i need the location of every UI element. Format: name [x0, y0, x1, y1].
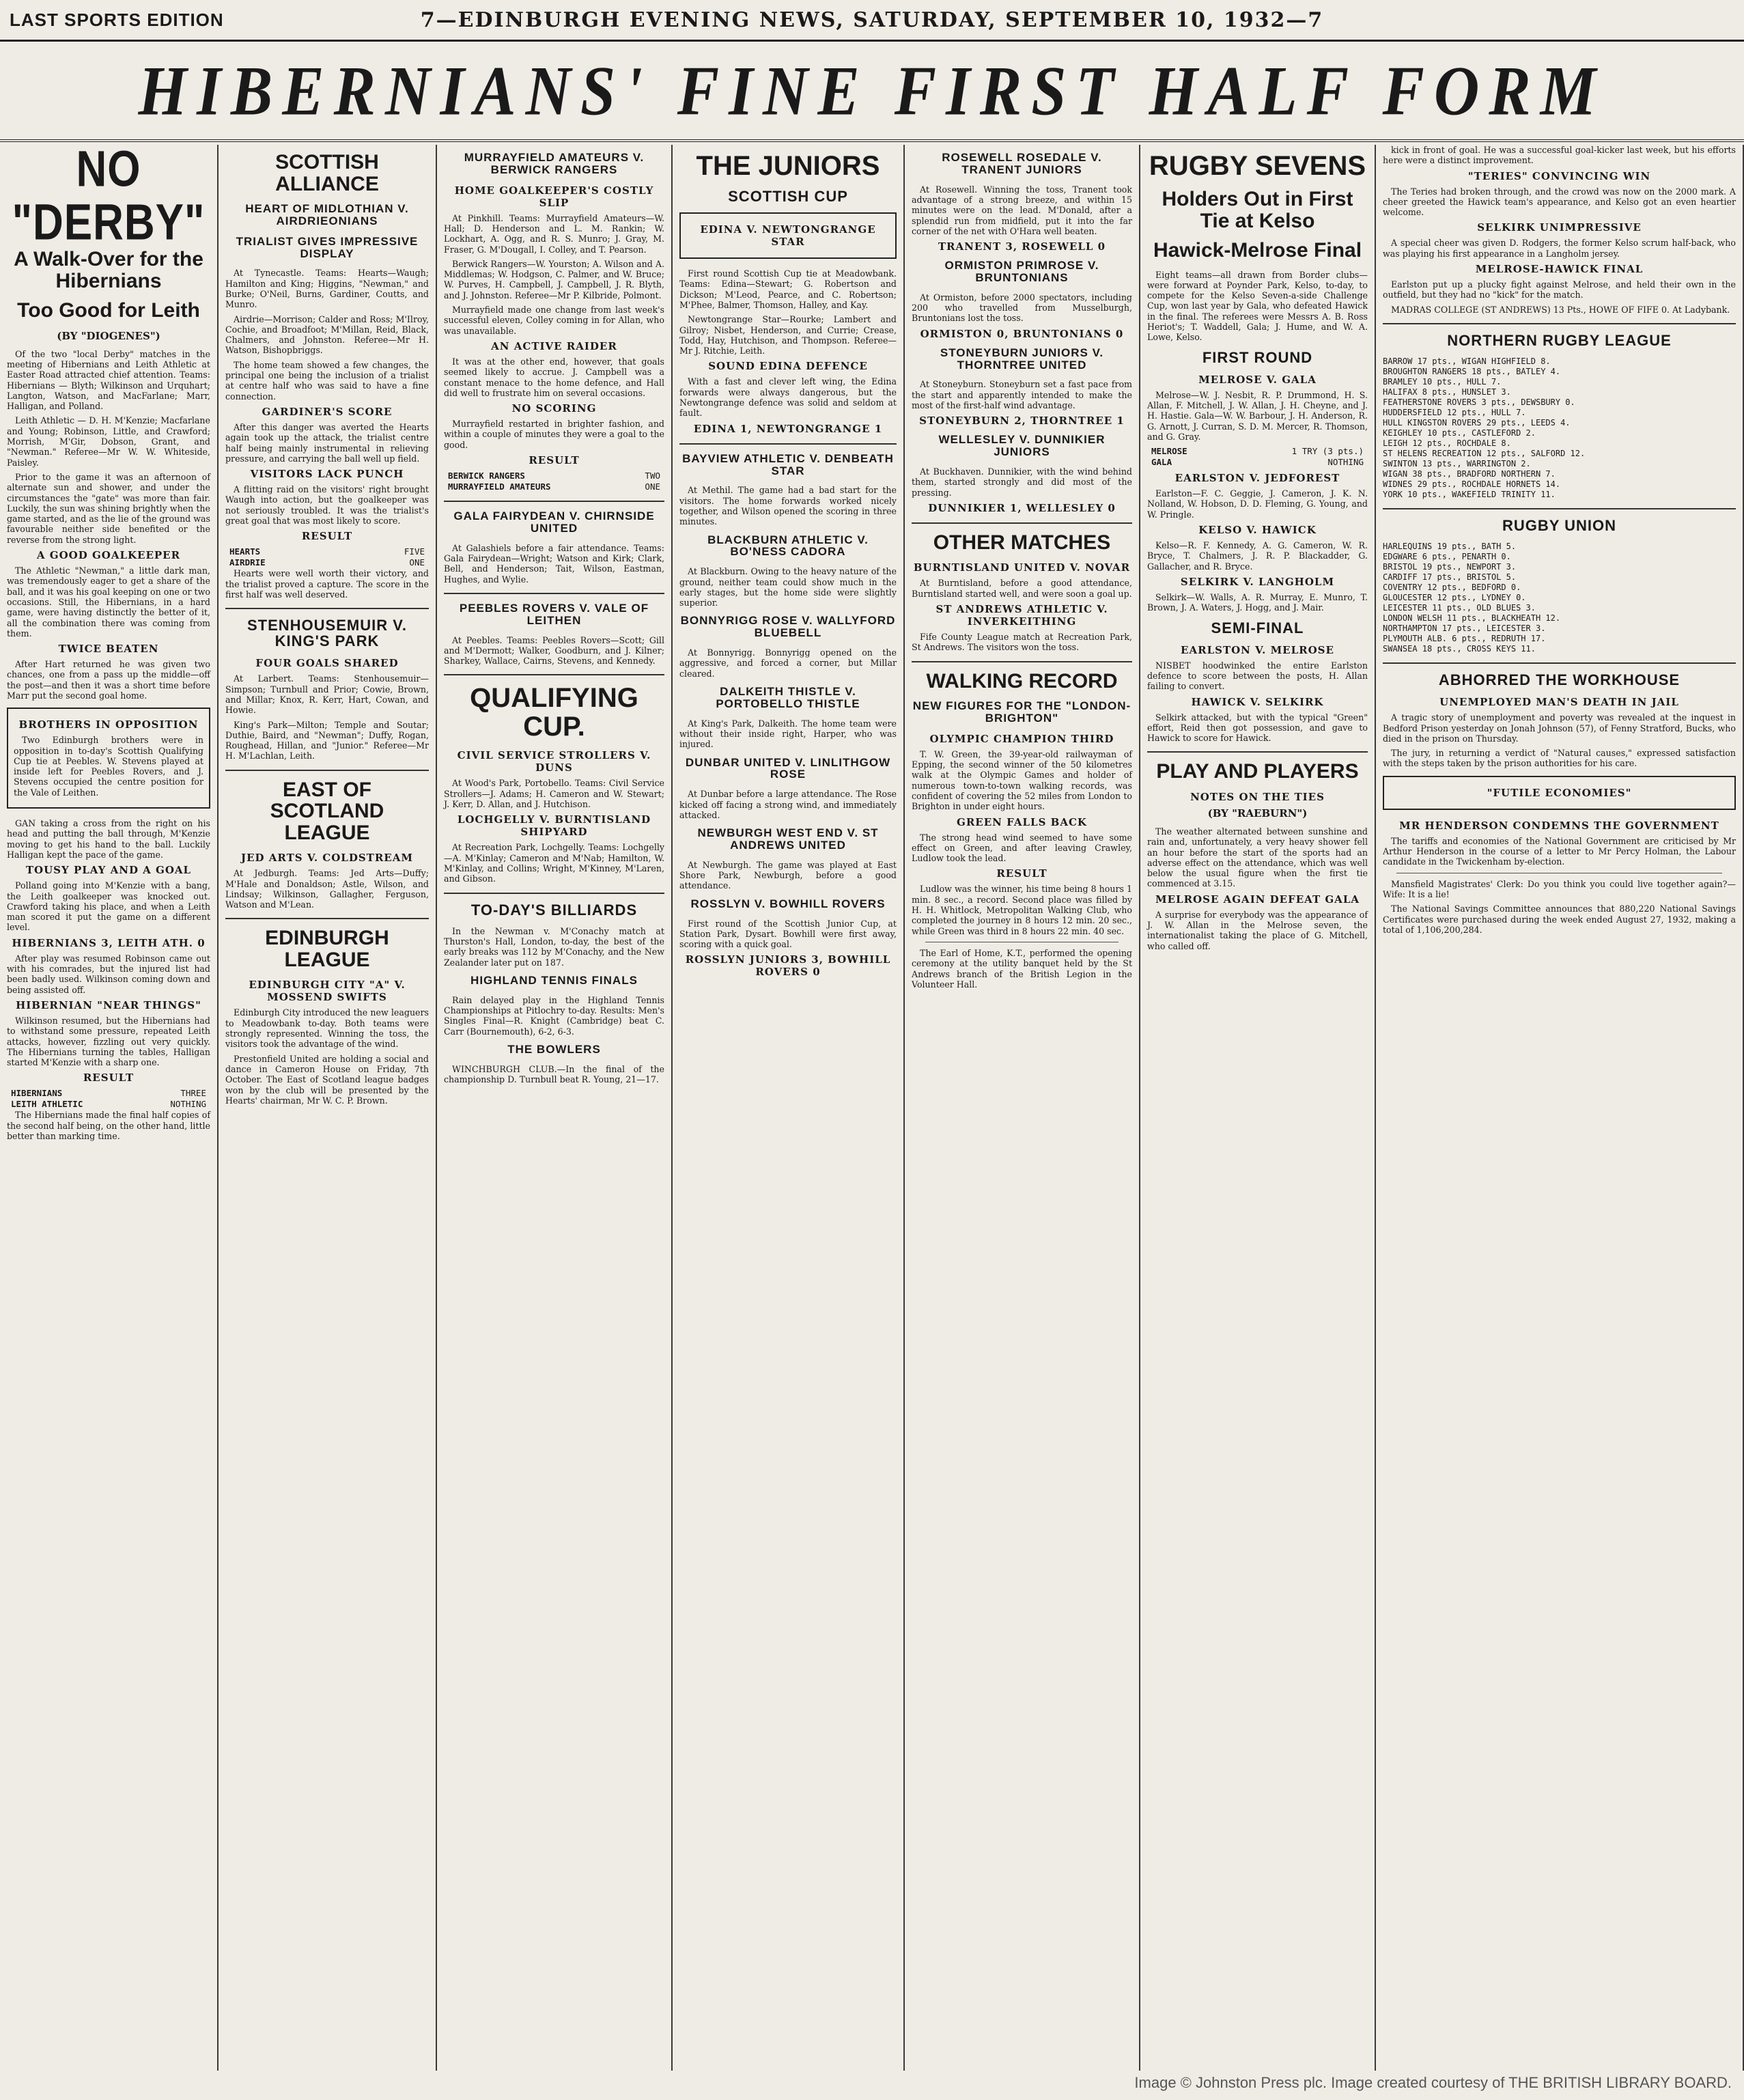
paragraph: First round Scottish Cup tie at Meadowbank. Teams: Edina—Stewart; G. Robertson and Dickson; M'Leod, Pearce, and C. Robertson; M'Phee, Balmer, Thomson, Halley, and Kay.: [679, 268, 897, 310]
divider: [225, 918, 429, 919]
subhead: NEW FIGURES FOR THE "LONDON-BRIGHTON": [912, 699, 1131, 725]
headline-walking-record: WALKING RECORD: [926, 669, 1118, 692]
box-title: "FUTILE ECONOMIES": [1487, 786, 1632, 799]
brothers-box: [7, 708, 210, 809]
paragraph: NISBET hoodwinked the entire Earlston defence to score between the posts, H. Allan failing to convert.: [1147, 660, 1368, 692]
subhead-final: Hawick-Melrose Final: [1153, 239, 1362, 262]
subhead: MR HENDERSON CONDEMNS THE GOVERNMENT: [1399, 819, 1719, 832]
result-team: AIRDRIE: [229, 557, 266, 568]
result-score: ONE: [409, 557, 425, 568]
subhead: HAWICK V. SELKIRK: [1191, 695, 1324, 708]
result-row: [229, 557, 425, 568]
score-list: BARROW 17 pts., WIGAN HIGHFIELD 8. BROUGHTON RANGERS 18 pts., BATLEY 4. BRAMLEY 10 pts., HULL 7. HALIFAX 8 pts., HUNSLET 3. FEATHERSTONE ROVERS 3 pts., DEWSBURY 0. HUDDERSFIELD 12 pts., HULL 7. HULL KINGSTON ROVERS 29 pts., LEEDS 4. KEIGHLEY 10 pts., CASTLEFORD 2. LEIGH 12 pts., ROCHDALE 8. ST HELENS RECREATION 12 pts., SALFORD 12. SWINTON 13 pts., WARRINGTON 2. WIGAN 38 pts., BRADFORD NORTHERN 7. WIDNES 29 pts., ROCHDALE HORNETS 14. YORK 10 pts., WAKEFIELD TRINITY 11.: [1383, 356, 1586, 500]
result-score: THREE: [180, 1088, 206, 1099]
paragraph: Selkirk—W. Walls, A. R. Murray, E. Munro, T. Brown, J. A. Waters, J. Hogg, and J. Mair.: [1147, 591, 1368, 613]
subhead: SELKIRK V. LANGHOLM: [1180, 575, 1335, 588]
paragraph: A special cheer was given D. Rodgers, the former Kelso scrum half-back, who was playing his first appearance in a Langholm jersey.: [1383, 238, 1736, 259]
subhead-scottish-cup: SCOTTISH CUP: [728, 188, 848, 205]
subhead: EARLSTON V. MELROSE: [1181, 643, 1334, 656]
divider: [1383, 323, 1736, 324]
subhead: EDINBURGH CITY "A" V. MOSSEND SWIFTS: [249, 979, 406, 1004]
paragraph: Eight teams—all drawn from Border clubs—were forward at Poynder Park, Kelso, to-day, to compete for the Kelso Seven-a-side Challenge Cup, won last year by Gala, who defeated Hawick in the final. The referees were Messrs A. B. Ross Heriot's; T. Waddell, Gala; J. Hume, and W. A. Lowe, Kelso.: [1147, 269, 1368, 343]
result-team: MELROSE: [1151, 446, 1187, 457]
paragraph: WINCHBURGH CLUB.—In the final of the championship D. Turnbull beat R. Young, 21—17.: [444, 1063, 664, 1085]
divider: [444, 593, 664, 594]
banner-headline: HIBERNIANS' FINE FIRST HALF FORM: [138, 51, 1606, 130]
subhead: NOTES ON THE TIES: [1190, 790, 1325, 803]
headline-bowlers: THE BOWLERS: [507, 1042, 601, 1056]
divider: [444, 501, 664, 502]
result-row: EDINA 1, NEWTONGRANGE 1: [693, 422, 883, 435]
paragraph: Edinburgh City introduced the new leaguers to Meadowbank to-day. Both teams were strongly represented. Winning the toss, the visitors took the advantage of the wind.: [225, 1007, 429, 1050]
result-row: DUNNIKIER 1, WELLESLEY 0: [928, 501, 1116, 514]
crosshead: TWICE BEATEN: [58, 643, 159, 656]
result-row: [448, 481, 660, 492]
headline-gala-fairydean: GALA FAIRYDEAN V. CHIRNSIDE UNITED: [453, 509, 655, 535]
paragraph: Leith Athletic — D. H. M'Kenzie; Macfarlane and Young; Robinson, Little, and Crawford; Morrish, M'Gir, Dobson, Grant, and "Newman." Referee—Mr W. W. Whiteside, Paisley.: [7, 415, 210, 468]
paragraph: After play was resumed Robinson came out with his comrades, but the injured list had been badly used. Wilkinson coming down and being assisted off.: [7, 953, 210, 995]
headline-scottish-alliance: SCOTTISH ALLIANCE: [275, 151, 379, 195]
paragraph: Wilkinson resumed, but the Hibernians had to withstand some pressure, repeated Leith attacks, however, fizzling out very quickly. The Hibernians turning the tables, Halligan started M'Kenzie with a sharp one.: [7, 1015, 210, 1068]
paragraph: Murrayfield made one change from last week's successful eleven, Colley coming in for Allan, who was unavailable.: [444, 305, 664, 336]
result-row: ROSSLYN JUNIORS 3, BOWHILL ROVERS 0: [685, 953, 891, 979]
crosshead: HIBERNIANS 3, LEITH ATH. 0: [12, 936, 206, 949]
result-team: HIBERNIANS: [11, 1088, 63, 1099]
crosshead: VISITORS LACK PUNCH: [250, 468, 404, 481]
paragraph: Rain delayed play in the Highland Tennis Championships at Pitlochry to-day. Results: Men's Singles Final—R. Knight (Cambridge) beat C. Carr (Bournemouth), 6-2, 6-3.: [444, 994, 664, 1037]
subhead: KELSO V. HAWICK: [1198, 524, 1317, 537]
result-score: ONE: [645, 481, 660, 492]
crosshead: MELROSE AGAIN DEFEAT GALA: [1155, 893, 1360, 906]
headline-newburgh: NEWBURGH WEST END V. ST ANDREWS UNITED: [697, 826, 879, 852]
paragraph: Ludlow was the winner, his time being 8 hours 1 min. 8 sec., a record. Second place was filled by H. H. Whitlock, Metropolitan Walking Club, who completed the journey in 8 hours 12 min. 20 sec., while Green was third in 8 hours 22 min. 40 sec.: [912, 884, 1132, 936]
paragraph: Prior to the game it was an afternoon of alternate sun and shower, and under the circumstances the "gate" was more than fair. Luckily, the sun was shining brightly when the game started, and as the lie of the ground was favourable neither side benefited or the reverse from the strong light.: [7, 471, 210, 545]
divider: [225, 608, 429, 609]
divider: [912, 661, 1132, 662]
divider: [1383, 508, 1736, 509]
subhead-too-good: Too Good for Leith: [17, 299, 200, 322]
headline-stenhousemuir: STENHOUSEMUIR V. KING'S PARK: [247, 617, 407, 650]
paragraph: MADRAS COLLEGE (ST ANDREWS) 13 Pts., HOWE OF FIFE 0. At Ladybank.: [1391, 304, 1730, 315]
paragraph: Mansfield Magistrates' Clerk: Do you think you could live together again?—Wife: It is a lie!: [1383, 878, 1736, 899]
headline-bonnyrigg: BONNYRIGG ROSE V. WALLYFORD BLUEBELL: [680, 614, 896, 640]
crosshead: "TERIES" CONVINCING WIN: [1467, 169, 1651, 182]
headline-play-and-players: PLAY AND PLAYERS: [1156, 760, 1359, 783]
headline-northern-rugby: NORTHERN RUGBY LEAGUE: [1447, 331, 1672, 349]
paragraph: At Tynecastle. Teams: Hearts—Waugh; Hamilton and King; Higgins, "Newman," and Burke; O'Neil, Burns, Gardiner, Coutts, and Munro.: [225, 268, 429, 310]
result-team: HEARTS: [229, 546, 261, 557]
divider: [444, 674, 664, 675]
crosshead: TOUSY PLAY AND A GOAL: [25, 864, 192, 877]
paragraph: After Hart returned he was given two chances, one from a pass up the middle—off the post—and then it was a short time before Marr put the second goal home.: [7, 659, 210, 701]
result-row: [1151, 446, 1364, 457]
byline: (BY "RAEBURN"): [1207, 807, 1308, 820]
headline-bayview: BAYVIEW ATHLETIC V. DENBEATH STAR: [682, 451, 894, 477]
headline-east-of-scotland: EAST OF SCOTLAND LEAGUE: [270, 778, 384, 844]
paragraph: At Pinkhill. Teams: Murrayfield Amateurs—W. Hall; D. Henderson and L. M. Rankin; W. Lockhart, A. Ogg, and R. S. Munro; J. Gray, M. Fraser, G. M'Dougall, I. Colley, and T. Pearson.: [444, 212, 664, 255]
paragraph: The National Savings Committee announces that 880,220 National Savings Certificates were purchased during the week ended August 27, 1932, making a total of 1,106,200,284.: [1383, 904, 1736, 935]
crosshead: HIBERNIAN "NEAR THINGS": [16, 998, 201, 1011]
paragraph: A flitting raid on the visitors' right brought Waugh into action, but the goalkeeper was not seriously troubled. It was the trialist's great goal that was most likely to score.: [225, 484, 429, 527]
headline-first-round: FIRST ROUND: [1202, 348, 1313, 366]
paragraph: Prestonfield United are holding a social and dance in Cameron House on Friday, 7th October. The East of Scotland league badges won by the club will be presented by the Hearts' chairman, Mr W. C. P. Brown.: [225, 1053, 429, 1106]
headline-murrayfield: MURRAYFIELD AMATEURS V. BERWICK RANGERS: [464, 151, 645, 176]
paragraph: Fife County League match at Recreation Park, St Andrews. The visitors won the toss.: [912, 632, 1132, 653]
headline-no-derby: NO "DERBY": [12, 145, 206, 251]
result-row: [11, 1088, 206, 1099]
result-row: [448, 471, 660, 481]
paragraph: It was at the other end, however, that goals seemed likely to accrue. J. Campbell was a constant menace to the home defence, and Hall did well to frustrate him on several occasions.: [444, 356, 664, 398]
headline-semi-final: SEMI-FINAL: [1211, 619, 1304, 636]
headline-tennis: HIGHLAND TENNIS FINALS: [470, 973, 638, 987]
result-score: 1 TRY (3 pts.): [1291, 446, 1364, 457]
paragraph: Newtongrange Star—Rourke; Lambert and Gilroy; Nisbet, Henderson, and Currie; Crease, Todd, Hay, Hutchison, and Thompson. Referee—Mr J. Ritchie, Leith.: [679, 314, 897, 356]
score-list: HARLEQUINS 19 pts., BATH 5. EDGWARE 6 pts., PENARTH 0. BRISTOL 19 pts., NEWPORT 3. CARDIFF 17 pts., BRISTOL 5. COVENTRY 12 pts., BEDFORD 0. GLOUCESTER 12 pts., LYDNEY 0. LEICESTER 11 pts., OLD BLUES 3. LONDON WELSH 11 pts., BLACKHEATH 12. NORTHAMPTON 17 pts., LEICESTER 3. PLYMOUTH ALB. 6 pts., REDRUTH 17. SWANSEA 18 pts., CROSS KEYS 11.: [1383, 542, 1561, 654]
edition-label: LAST SPORTS EDITION: [10, 10, 224, 30]
headline-workhouse: ABHORRED THE WORKHOUSE: [1438, 671, 1680, 689]
scores-union: [1383, 542, 1736, 654]
headline-rugby-sevens: RUGBY SEVENS: [1149, 151, 1366, 181]
paragraph: kick in front of goal. He was a successful goal-kicker last week, but his efforts here were a distinct improvement.: [1383, 145, 1736, 166]
headline-juniors: THE JUNIORS: [696, 151, 880, 181]
result-row: TRANENT 3, ROSEWELL 0: [938, 240, 1106, 253]
paragraph: Two Edinburgh brothers were in opposition in to-day's Scottish Qualifying Cup tie at Peebles. W. Stevens played at inside left for Peebles Rovers, and J. Stevens occupied the centre position for the Vale of Leithen.: [14, 735, 203, 798]
subhead: BURNTISLAND UNITED V. NOVAR: [913, 561, 1131, 574]
headline-edinburgh-league: EDINBURGH LEAGUE: [265, 927, 389, 971]
subhead: ST ANDREWS ATHLETIC V. INVERKEITHING: [936, 603, 1108, 628]
result-team: LEITH ATHLETIC: [11, 1099, 83, 1110]
subhead: HOME GOALKEEPER'S COSTLY SLIP: [454, 184, 654, 209]
paragraph: A surprise for everybody was the appearance of J. W. Allan in the Melrose seven, the internationalist taking the place of G. Mitchell, who called off.: [1147, 909, 1368, 951]
paragraph: At Burntisland, before a good attendance, Burntisland started well, and were soon a goal up.: [912, 578, 1132, 599]
subhead: CIVIL SERVICE STROLLERS V. DUNS: [457, 749, 651, 774]
paragraph: Hearts were well worth their victory, and the trialist proved a capture. The score in the first half was well deserved.: [225, 568, 429, 600]
box-title: BROTHERS IN OPPOSITION: [18, 718, 199, 731]
headline-rugby-union: RUGBY UNION: [1502, 517, 1617, 535]
byline: (BY "DIOGENES"): [57, 329, 160, 342]
paragraph: The strong head wind seemed to have some effect on Green, and after leaving Crawley, Ludlow took the lead.: [912, 832, 1132, 864]
paragraph: At Galashiels before a fair attendance. Teams: Gala Fairydean—Wright; Watson and Kirk; Clark, Bell, and Henderson; Tait, Wilson, Eastman, Hughes, and Wylie.: [444, 542, 664, 585]
headline-rosewell: ROSEWELL ROSEDALE V. TRANENT JUNIORS: [942, 151, 1102, 176]
paragraph: The Teries had broken through, and the crowd was now on the 2000 mark. A cheer greeted the Hawick team's appearance, and Kelso got an even heartier welcome.: [1383, 186, 1736, 218]
paragraph: Of the two "local Derby" matches in the meeting of Hibernians and Leith Athletic at Easter Road attracted chief attention. Teams: Hibernians — Blyth; Wilkinson and Urquhart; Langton, Watson, and MacFarlane; Marr, Halligan, and Polland.: [7, 348, 210, 412]
subhead: FOUR GOALS SHARED: [255, 657, 399, 670]
paragraph: The Hibernians made the final half copies of the second half being, on the other hand, little better than marking time.: [7, 1110, 210, 1142]
subhead: LOCHGELLY V. BURNTISLAND SHIPYARD: [457, 813, 651, 839]
result-label: RESULT: [83, 1072, 135, 1084]
subhead-holders-out: Holders Out in First Tie at Kelso: [1162, 188, 1353, 232]
paragraph: With a fast and clever left wing, the Edina forwards were always dangerous, but the Newtongrange defence was solid and seldom at fault.: [679, 376, 897, 419]
crosshead: AN ACTIVE RAIDER: [491, 339, 617, 352]
paragraph: The tariffs and economies of the National Government are criticised by Mr Arthur Henderson in the course of a letter to Mr Percy Holman, the Labour candidate in the Twickenham by-election.: [1383, 835, 1736, 867]
paragraph: Polland going into M'Kenzie with a bang, the Leith goalkeeper was knocked out. Crawford taking his place, and when a Leith man scored it put the game on a different level.: [7, 880, 210, 933]
result-row: ORMISTON 0, BRUNTONIANS 0: [920, 327, 1124, 340]
result-team: BERWICK RANGERS: [448, 471, 525, 481]
column-5: [905, 145, 1140, 2071]
paragraph: At Jedburgh. Teams: Jed Arts—Duffy; M'Hale and Donaldson; Astle, Wilson, and Lindsay; Wilkinson, Gallagher, Ferguson, Watson and M'Lean.: [225, 868, 429, 910]
folio-bar: [0, 0, 1744, 42]
paragraph: The Earl of Home, K.T., performed the opening ceremony at the utility banquet held by the St Andrews branch of the British Legion in the Volunteer Hall.: [912, 947, 1132, 990]
result-row: [11, 1099, 206, 1110]
paragraph: T. W. Green, the 39-year-old railwayman of Epping, the second winner of the 50 kilometres walk at the Olympic Games and holder of numerous town-to-town walking records, was confident of covering the 52 miles from London to Brighton in under eight hours.: [912, 748, 1132, 812]
divider: [225, 770, 429, 771]
paragraph: After this danger was averted the Hearts again took up the attack, the trialist centre half being mainly instrumental in relieving pressure, and carrying the ball well up field.: [225, 421, 429, 464]
paragraph: Melrose—W. J. Nesbit, R. P. Drummond, H. S. Allan, F. Mitchell, J. W. Allan, J. H. Cheyne, and J. H. Hastie. Gala—W. W. Barbour, J. H. Anderson, R. G. Arnott, J. Curran, S. D. M. Mercer, R. Thomson, and G. Gray.: [1147, 389, 1368, 442]
paragraph: At Blackburn. Owing to the heavy nature of the ground, neither team could show much in the early stages, but the home side were slightly superior.: [679, 566, 897, 608]
result-row: [1151, 457, 1364, 468]
scores-northern: [1383, 356, 1736, 500]
paragraph: Earlston put up a plucky fight against Melrose, and held their own in the outfield, but they had no "kick" for the match.: [1383, 279, 1736, 300]
crosshead: GREEN FALLS BACK: [957, 815, 1087, 828]
crosshead: A GOOD GOALKEEPER: [36, 549, 181, 562]
crosshead: NO SCORING: [511, 402, 597, 415]
result-team: GALA: [1151, 457, 1172, 468]
paragraph: At Newburgh. The game was played at East Shore Park, Newburgh, before a good attendance.: [679, 859, 897, 891]
paragraph: At Methil. The game had a bad start for the visitors. The home forwards worked nicely together, and Wilson opened the scoring in three minutes.: [679, 485, 897, 527]
paragraph: The home team showed a few changes, the principal one being the inclusion of a trialist at centre half who was said to have a fine connection.: [225, 359, 429, 402]
column-7: [1376, 145, 1744, 2071]
result-score: NOTHING: [170, 1099, 206, 1110]
image-credit: Image © Johnston Press plc. Image created courtesy of THE BRITISH LIBRARY BOARD.: [1134, 2074, 1732, 2091]
result-score: NOTHING: [1327, 457, 1364, 468]
headline-dunbar: DUNBAR UNITED V. LINLITHGOW ROSE: [685, 755, 891, 781]
divider: [444, 893, 664, 894]
box-title: EDINA V. NEWTONGRANGE STAR: [700, 223, 876, 249]
paragraph: Berwick Rangers—W. Yourston; A. Wilson and A. Middlemas; W. Hodgson, C. Palmer, and W. Bruce; W. Purves, H. Campbell, J. Campbell, J. R. Blyth, and J. Johnston. Referee—Mr P. Kilbride, Polmont.: [444, 258, 664, 300]
result-row: [229, 546, 425, 557]
paragraph: At Wood's Park, Portobello. Teams: Civil Service Strollers—J. Adams; H. Cameron and W. Stewart; J. Kerr, D. Allan, and J. Hutchison.: [444, 778, 664, 810]
column-1: [0, 145, 219, 2071]
paragraph: In the Newman v. M'Conachy match at Thurston's Hall, London, to-day, the best of the early breaks was 112 by M'Conachy, and the New Zealander later put on 187.: [444, 925, 664, 968]
result-score: TWO: [645, 471, 660, 481]
headline-ormiston: ORMISTON PRIMROSE V. BRUNTONIANS: [944, 259, 1099, 285]
paragraph: Earlston—F. C. Geggie, J. Cameron, J. K. N. Nolland, W. Hobson, D. D. Fleming, G. Young, and W. Pringle.: [1147, 488, 1368, 520]
paragraph: At Bonnyrigg. Bonnyrigg opened on the aggressive, and forced a corner, but Millar cleared.: [679, 647, 897, 679]
column-3: [437, 145, 673, 2071]
paragraph: Selkirk attacked, but with the typical "Green" effort, Reid then got possession, and gave to Hawick to score for Hawick.: [1147, 712, 1368, 744]
page-banner: [0, 42, 1744, 142]
divider: [1383, 662, 1736, 664]
column-2: [219, 145, 437, 2071]
result-team: MURRAYFIELD AMATEURS: [448, 481, 551, 492]
subhead: OLYMPIC CHAMPION THIRD: [929, 732, 1114, 745]
paragraph: The Athletic "Newman," a little dark man, was tremendously eager to get a share of the ball, and it was his goal keeping on one or two occasions. Still, the Hibernians, in a hard game, were having distinctly the better of it, all the combination there was coming from them.: [7, 565, 210, 639]
paragraph: At Ormiston, before 2000 spectators, including 200 who travelled from Musselburgh, Bruntonians lost the toss.: [912, 292, 1132, 324]
headline-billiards: TO-DAY'S BILLIARDS: [470, 901, 638, 919]
paragraph: GAN taking a cross from the right on his head and putting the ball through, M'Kenzie moving to get his hand to the ball. Luckily Halligan kept the pace of the game.: [7, 818, 210, 860]
crosshead: SOUND EDINA DEFENCE: [708, 360, 868, 373]
paragraph: Airdrie—Morrison; Calder and Ross; M'Ilroy, Cochie, and Broadfoot; M'Millan, Reid, Black, Chalmers, and Johnston. Referee—Mr H. Watson, Bishopbriggs.: [225, 313, 429, 356]
paragraph: Murrayfield restarted in brighter fashion, and within a couple of minutes they were a goal to the good.: [444, 419, 664, 450]
dateline: 7—EDINBURGH EVENING NEWS, SATURDAY, SEPTEMBER 10, 1932—7: [420, 8, 1324, 32]
paragraph: At Stoneyburn. Stoneyburn set a fast pace from the start and apparently intended to make the most of the first-half wind advantage.: [912, 379, 1132, 411]
paragraph: At King's Park, Dalkeith. The home team were without their inside right, Harper, who was injured.: [679, 718, 897, 750]
subhead: TRIALIST GIVES IMPRESSIVE DISPLAY: [236, 234, 419, 260]
subhead: EARLSTON V. JEDFOREST: [1175, 472, 1340, 485]
crosshead: MELROSE-HAWICK FINAL: [1475, 263, 1644, 276]
headline-dalkeith: DALKEITH THISTLE V. PORTOBELLO THISTLE: [716, 684, 860, 710]
result-label: RESULT: [529, 454, 580, 467]
subhead: JED ARTS V. COLDSTREAM: [241, 852, 413, 865]
headline-other-matches: OTHER MATCHES: [933, 531, 1111, 554]
headline-rosslyn: ROSSLYN V. BOWHILL ROVERS: [690, 897, 886, 910]
paragraph: At Larbert. Teams: Stenhousemuir—Simpson; Turnbull and Prior; Cowie, Brown, and Millar; Knox, R. Kerr, Hart, Cowan, and Howie.: [225, 673, 429, 716]
divider: [912, 522, 1132, 524]
column-4: [673, 145, 905, 2071]
paragraph: A tragic story of unemployment and poverty was revealed at the inquest in Bedford Prison yesterday on Jonah Johnson (57), of Fenny Stratford, Bucks, who died in the prison on Thursday.: [1383, 712, 1736, 744]
subhead: HEART OF MIDLOTHIAN V. AIRDRIEONIANS: [245, 202, 409, 227]
paragraph: At Peebles. Teams: Peebles Rovers—Scott; Gill and M'Dermott; Walker, Goodburn, and J. Kilner; Sharkey, Wallace, Cairns, Stevens, and Kennedy.: [444, 634, 664, 667]
headline-wellesley: WELLESLEY V. DUNNIKIER JUNIORS: [938, 433, 1106, 459]
paragraph: At Rosewell. Winning the toss, Tranent took advantage of a strong breeze, and within 15 minutes were on the lead. M'Donald, after a splendid run from midfield, put it into the far corner of the net with O'Hara well beaten.: [912, 184, 1132, 236]
paragraph: Kelso—R. F. Kennedy, A. G. Cameron, W. R. Bryce, T. Chalmers, J. R. P. Blackadder, G. Gallacher, and R. Bryce.: [1147, 540, 1368, 572]
edina-box: [679, 212, 897, 259]
headline-blackburn: BLACKBURN ATHLETIC V. BO'NESS CADORA: [707, 533, 869, 559]
futile-box: [1383, 776, 1736, 810]
result-score: FIVE: [404, 546, 425, 557]
headline-qualifying-cup: QUALIFYING CUP.: [470, 683, 638, 742]
result-label: RESULT: [301, 530, 353, 543]
result-row: STONEYBURN 2, THORNTREE 1: [919, 415, 1125, 428]
paragraph: At Dunbar before a large attendance. The Rose kicked off facing a strong wind, and immediately attacked.: [679, 789, 897, 820]
paragraph: At Recreation Park, Lochgelly. Teams: Lochgelly—A. M'Kinlay; Cameron and M'Nab; Hamilton, W. M'Kinlay, and Collins; Wright, M'Kinney, M'Laren, and Gibson.: [444, 842, 664, 884]
crosshead: SELKIRK UNIMPRESSIVE: [1477, 221, 1642, 234]
divider: [679, 443, 897, 445]
subhead: MELROSE V. GALA: [1198, 373, 1317, 386]
paragraph: First round of the Scottish Junior Cup, at Station Park, Dysart. Bowhill were first away, scoring with a quick goal.: [679, 918, 897, 950]
paragraph: King's Park—Milton; Temple and Soutar; Duthie, Baird, and "Newman"; Duffy, Rogan, Roughead, Hillan, and "Junior." Referee—Mr H. M'Lachlan, Leith.: [225, 719, 429, 761]
result-label: RESULT: [996, 867, 1047, 880]
headline-stoneyburn: STONEYBURN JUNIORS V. THORNTREE UNITED: [940, 346, 1104, 372]
crosshead: GARDINER'S SCORE: [262, 405, 393, 418]
subhead: UNEMPLOYED MAN'S DEATH IN JAIL: [1439, 696, 1679, 709]
headline-peebles: PEEBLES ROVERS V. VALE OF LEITHEN: [459, 601, 649, 627]
paragraph: The jury, in returning a verdict of "Natural causes," expressed satisfaction with the steps taken by the prison authorities for his care.: [1383, 748, 1736, 769]
divider: [1147, 751, 1368, 753]
subhead-walkover: A Walk-Over for the Hibernians: [14, 248, 203, 292]
paragraph: The weather alternated between sunshine and rain and, unfortunately, a very heavy shower fell an hour before the start of the sports had an adverse effect on the attendance, which was well below the usual figure when the first tie commenced at 3.15.: [1147, 826, 1368, 889]
paragraph: At Buckhaven. Dunnikier, with the wind behind them, started strongly and did most of the pressing.: [912, 466, 1132, 498]
column-6: [1140, 145, 1376, 2071]
